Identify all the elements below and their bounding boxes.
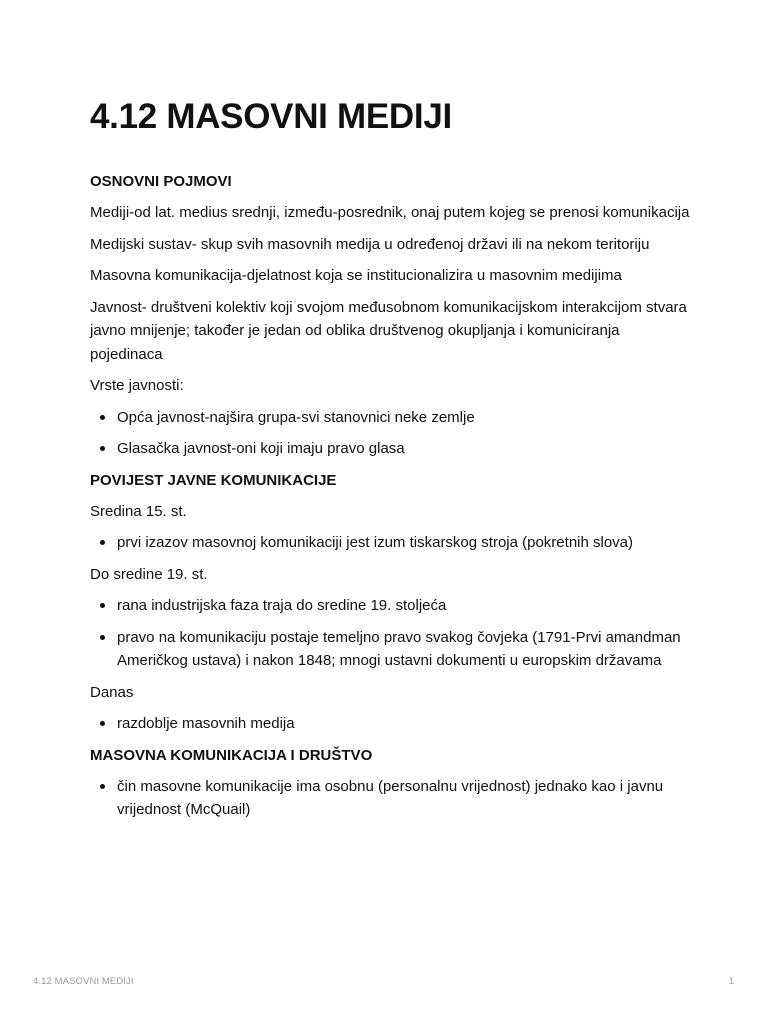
paragraph-vrste-javnosti: Vrste javnosti: — [90, 377, 184, 394]
bullet-icon — [100, 721, 105, 726]
bullet-list-period-danas — [90, 712, 690, 736]
list-item — [90, 626, 690, 673]
paragraph-masovna-komunikacija: Masovna komunikacija-djelatnost koja se institucionalizira u masovnim medijima — [90, 267, 622, 284]
list-item-text: čin masovne komunikacije ima osobnu (personalnu vrijednost) jednako kao i javnu vrijednost (McQuail) — [117, 777, 664, 818]
section-heading-masovna-komunikacija: MASOVNA KOMUNIKACIJA I DRUŠTVO — [90, 746, 373, 764]
bullet-list-masovna-komunikacija — [90, 775, 690, 822]
list-item — [90, 531, 690, 555]
section-heading-povijest: POVIJEST JAVNE KOMUNIKACIJE — [90, 471, 337, 489]
paragraph-mediji: Mediji-od lat. medius srednji, između-posrednik, onaj putem kojeg se prenosi komunikacija — [90, 204, 690, 221]
footer-title: 4.12 MASOVNI MEDIJI — [33, 976, 134, 987]
bullet-list-period-19st — [90, 594, 690, 673]
list-item — [90, 594, 690, 618]
bullet-icon — [100, 784, 105, 789]
bullet-list-vrste-javnosti — [90, 406, 690, 461]
list-item — [90, 437, 690, 461]
list-item — [90, 406, 690, 430]
paragraph-period-19st: Do sredine 19. st. — [90, 565, 208, 583]
bullet-icon — [100, 603, 105, 608]
paragraph-javnost: Javnost- društveni kolektiv koji svojom međusobnom komunikacijskom interakcijom stvara javno mnijenje; također je jedan od oblika društvenog okupljanja i komuniciranja pojedinaca — [90, 298, 687, 363]
list-item-text: prvi izazov masovnoj komunikaciji jest izum tiskarskog stroja (pokretnih slova) — [117, 534, 634, 551]
list-item-text: rana industrijska faza traja do sredine 19. stoljeća — [117, 597, 447, 614]
list-item — [90, 775, 690, 822]
list-item — [90, 712, 690, 736]
bullet-icon — [100, 415, 105, 420]
paragraph-period-15st: Sredina 15. st. — [90, 502, 187, 520]
bullet-list-period-15st — [90, 531, 690, 555]
list-item-text: Opća javnost-najšira grupa-svi stanovnici neke zemlje — [117, 408, 475, 426]
list-item-text: Glasačka javnost-oni koji imaju pravo glasa — [117, 440, 405, 457]
section-heading-osnovni-pojmovi: OSNOVNI POJMOVI — [90, 173, 232, 190]
list-item-text: pravo na komunikaciju postaje temeljno pravo svakog čovjeka (1791-Prvi amandman Američkog ustava) i nakon 1848; mnogi ustavni dokumenti u europskim državama — [117, 628, 681, 669]
page-number: 1 — [728, 976, 734, 987]
list-item-text: razdoblje masovnih medija — [117, 715, 295, 732]
bullet-icon — [100, 540, 105, 545]
bullet-icon — [100, 446, 105, 451]
paragraph-period-danas: Danas — [90, 683, 134, 701]
page-title: 4.12 MASOVNI MEDIJI — [90, 97, 452, 136]
document-body — [90, 170, 690, 830]
paragraph-medijski-sustav: Medijski sustav- skup svih masovnih medija u određenoj državi ili na nekom teritoriju — [90, 235, 650, 253]
bullet-icon — [100, 635, 105, 640]
